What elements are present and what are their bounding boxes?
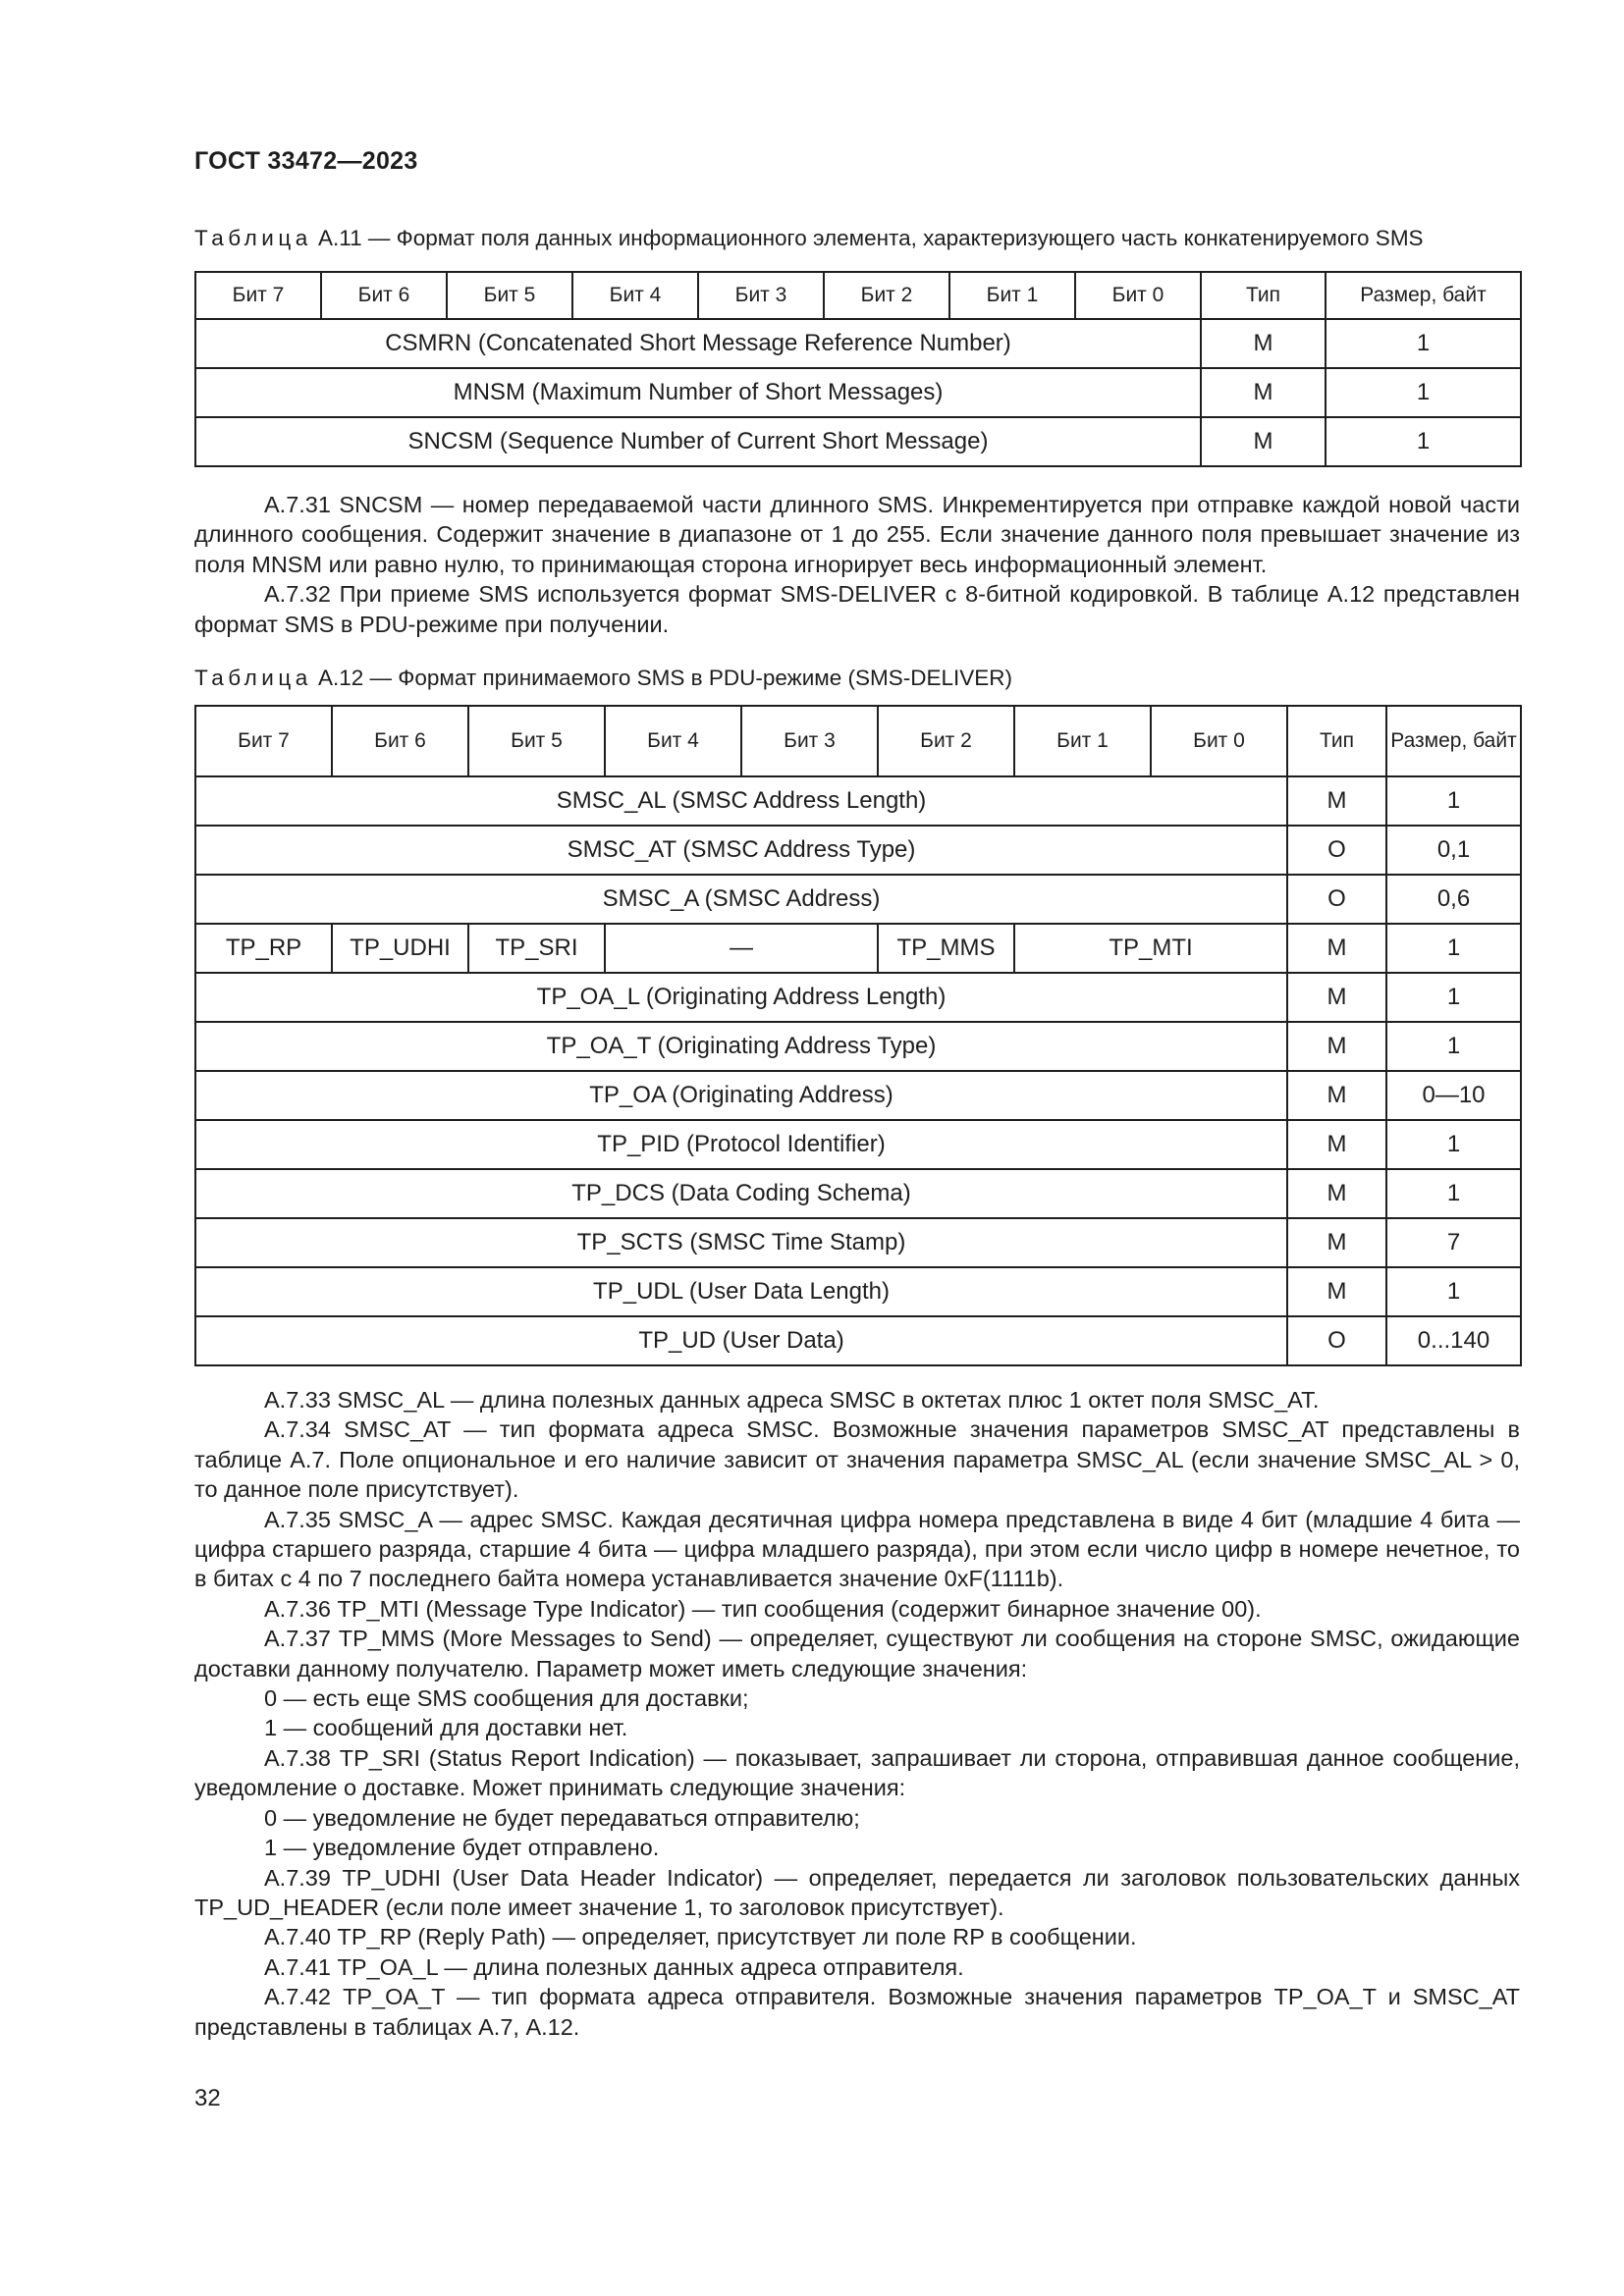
type-cell: М — [1201, 417, 1326, 466]
paragraph: А.7.38 TP_SRI (Status Report Indication) — показывает, запрашивает ли сторона, отправившая данное сообщение, уведомление о доставке. Может принимать следующие значения: — [194, 1744, 1520, 1801]
caption-label: Таблица — [194, 226, 312, 250]
table-a12-caption — [194, 666, 1012, 691]
type-cell: М — [1287, 1071, 1386, 1120]
table-row — [195, 1316, 1521, 1365]
list-item: 1 — уведомление будет отправлено. — [264, 1835, 660, 1861]
table-row — [195, 776, 1521, 826]
table-row-bits — [195, 924, 1521, 973]
bit-field-cell: TP_MTI — [1014, 924, 1287, 973]
header-cell: Бит 6 — [332, 706, 468, 776]
table-row — [195, 826, 1521, 875]
paragraph: А.7.36 TP_MTI (Message Type Indicator) — тип сообщения (содержит бинарное значение 00). — [264, 1595, 1262, 1622]
field-cell: SNCSM (Sequence Number of Current Short Message) — [195, 417, 1201, 466]
bit-field-cell: TP_SRI — [468, 924, 605, 973]
header-cell: Бит 0 — [1075, 272, 1201, 319]
paragraph: А.7.42 TP_OA_T — тип формата адреса отправителя. Возможные значения параметров TP_OA_T и SMSC_AT представлены в таблицах А.7, А.12. — [194, 1984, 1520, 2040]
paragraph: А.7.31 SNCSM — номер передаваемой части длинного SMS. Инкрементируется при отправке каждой новой части длинного сообщения. Содержит значение в диапазоне от 1 до 255. Если значение данного поля превышает значение из поля MNSM или равно нулю, то принимающая сторона игнорирует весь информационный элемент. — [194, 492, 1520, 577]
header-cell: Бит 4 — [605, 706, 741, 776]
field-cell: SMSC_AL (SMSC Address Length) — [195, 776, 1287, 826]
field-cell: MNSM (Maximum Number of Short Messages) — [195, 368, 1201, 417]
table-header-row — [195, 706, 1521, 776]
header-cell: Тип — [1287, 706, 1386, 776]
size-cell: 1 — [1386, 776, 1521, 826]
field-cell: SMSC_A (SMSC Address) — [195, 875, 1287, 924]
paragraph: А.7.34 SMSC_AT — тип формата адреса SMSC. Возможные значения параметров SMSC_AT представлены в таблице А.7. Поле опциональное и его наличие зависит от значения параметра SMSC_AL (если значение SMSC_AL > 0, то данное поле присутствует). — [194, 1416, 1520, 1503]
header-cell: Бит 4 — [572, 272, 698, 319]
type-cell: О — [1287, 826, 1386, 875]
header-cell: Бит 7 — [195, 272, 321, 319]
bit-field-cell: TP_UDHI — [332, 924, 468, 973]
header-cell: Размер, байт — [1386, 706, 1521, 776]
list-item: 0 — есть еще SMS сообщения для доставки; — [264, 1685, 749, 1712]
field-cell: SMSC_AT (SMSC Address Type) — [195, 826, 1287, 875]
type-cell: М — [1287, 973, 1386, 1022]
table-row — [195, 1218, 1521, 1267]
table-row — [195, 1071, 1521, 1120]
size-cell: 1 — [1326, 368, 1521, 417]
bit-field-cell: TP_MMS — [878, 924, 1014, 973]
size-cell: 1 — [1386, 973, 1521, 1022]
table-row — [195, 1169, 1521, 1218]
table-a11 — [194, 271, 1522, 467]
size-cell: 1 — [1386, 1022, 1521, 1071]
type-cell: М — [1287, 776, 1386, 826]
type-cell: М — [1287, 1218, 1386, 1267]
header-cell: Бит 5 — [447, 272, 572, 319]
size-cell: 0—10 — [1386, 1071, 1521, 1120]
document-header: ГОСТ 33472—2023 — [194, 147, 418, 175]
header-cell: Бит 3 — [741, 706, 878, 776]
bit-field-cell: — — [605, 924, 878, 973]
list-item: 1 — сообщений для доставки нет. — [264, 1715, 628, 1741]
table-row — [195, 1267, 1521, 1316]
table-row — [195, 417, 1521, 466]
size-cell: 1 — [1386, 924, 1521, 973]
type-cell: М — [1201, 319, 1326, 368]
paragraph: А.7.39 TP_UDHI (User Data Header Indicator) — определяет, передается ли заголовок пользовательских данных TP_UD_HEADER (если поле имеет значение 1, то заголовок присутствует). — [194, 1864, 1520, 1920]
header-cell: Бит 2 — [824, 272, 949, 319]
table-row — [195, 973, 1521, 1022]
paragraph: А.7.35 SMSC_A — адрес SMSC. Каждая десятичная цифра номера представлена в виде 4 бит (младшие 4 бита — цифра старшего разряда, старшие 4 бита — цифра младшего разряда), при этом если число цифр в номере нечетное, то в битах с 4 по 7 последнего байта номера устанавливается значение 0xF(1111b). — [194, 1506, 1520, 1592]
header-cell: Размер, байт — [1326, 272, 1521, 319]
field-cell: TP_OA_T (Originating Address Type) — [195, 1022, 1287, 1071]
paragraph: А.7.41 TP_OA_L — длина полезных данных адреса отправителя. — [264, 1953, 964, 1980]
field-cell: TP_OA_L (Originating Address Length) — [195, 973, 1287, 1022]
table-row — [195, 1120, 1521, 1169]
header-cell: Бит 0 — [1151, 706, 1287, 776]
header-cell: Бит 5 — [468, 706, 605, 776]
header-cell: Бит 1 — [1014, 706, 1151, 776]
page-number: 32 — [194, 2085, 221, 2111]
paragraph: А.7.40 TP_RP (Reply Path) — определяет, присутствует ли поле RP в сообщении. — [264, 1924, 1137, 1950]
caption-text: А.11 — Формат поля данных информационного элемента, характеризующего часть конкатенируемого SMS — [311, 226, 1424, 250]
paragraphs-block-1 — [194, 490, 1520, 639]
field-cell: TP_OA (Originating Address) — [195, 1071, 1287, 1120]
table-row — [195, 875, 1521, 924]
field-cell: TP_SCTS (SMSC Time Stamp) — [195, 1218, 1287, 1267]
paragraphs-block-2 — [194, 1385, 1520, 2042]
type-cell: М — [1287, 1022, 1386, 1071]
field-cell: TP_UD (User Data) — [195, 1316, 1287, 1365]
paragraph: А.7.33 SMSC_AL — длина полезных данных адреса SMSC в октетах плюс 1 октет поля SMSC_AT. — [264, 1387, 1320, 1413]
size-cell: 1 — [1386, 1120, 1521, 1169]
table-row — [195, 1022, 1521, 1071]
type-cell: О — [1287, 875, 1386, 924]
size-cell: 1 — [1326, 319, 1521, 368]
table-a12 — [194, 705, 1522, 1366]
bit-field-cell: TP_RP — [195, 924, 332, 973]
size-cell: 0,1 — [1386, 826, 1521, 875]
header-cell: Тип — [1201, 272, 1326, 319]
field-cell: TP_UDL (User Data Length) — [195, 1267, 1287, 1316]
type-cell: М — [1287, 1120, 1386, 1169]
type-cell: М — [1201, 368, 1326, 417]
header-cell: Бит 3 — [698, 272, 824, 319]
header-cell: Бит 6 — [321, 272, 447, 319]
type-cell: М — [1287, 1267, 1386, 1316]
size-cell: 7 — [1386, 1218, 1521, 1267]
size-cell: 1 — [1386, 1267, 1521, 1316]
list-item: 0 — уведомление не будет передаваться отправителю; — [264, 1804, 860, 1831]
paragraph: А.7.37 TP_MMS (More Messages to Send) — определяет, существуют ли сообщения на стороне SMSC, ожидающие доставки данному получателю. Параметр может иметь следующие значения: — [194, 1626, 1520, 1682]
paragraph: А.7.32 При приеме SMS используется формат SMS-DELIVER с 8-битной кодировкой. В таблице А.12 представлен формат SMS в PDU-режиме при получении. — [194, 581, 1520, 637]
type-cell: О — [1287, 1316, 1386, 1365]
size-cell: 1 — [1386, 1169, 1521, 1218]
table-row — [195, 368, 1521, 417]
field-cell: TP_DCS (Data Coding Schema) — [195, 1169, 1287, 1218]
header-cell: Бит 7 — [195, 706, 332, 776]
field-cell: CSMRN (Concatenated Short Message Reference Number) — [195, 319, 1201, 368]
type-cell: М — [1287, 1169, 1386, 1218]
field-cell: TP_PID (Protocol Identifier) — [195, 1120, 1287, 1169]
table-a11-caption — [194, 226, 1424, 251]
caption-label: Таблица — [194, 666, 312, 690]
caption-text: А.12 — Формат принимаемого SMS в PDU-режиме (SMS-DELIVER) — [311, 666, 1013, 690]
size-cell: 1 — [1326, 417, 1521, 466]
header-cell: Бит 2 — [878, 706, 1014, 776]
size-cell: 0,6 — [1386, 875, 1521, 924]
header-cell: Бит 1 — [949, 272, 1075, 319]
type-cell: М — [1287, 924, 1386, 973]
size-cell: 0...140 — [1386, 1316, 1521, 1365]
table-header-row — [195, 272, 1521, 319]
table-row — [195, 319, 1521, 368]
